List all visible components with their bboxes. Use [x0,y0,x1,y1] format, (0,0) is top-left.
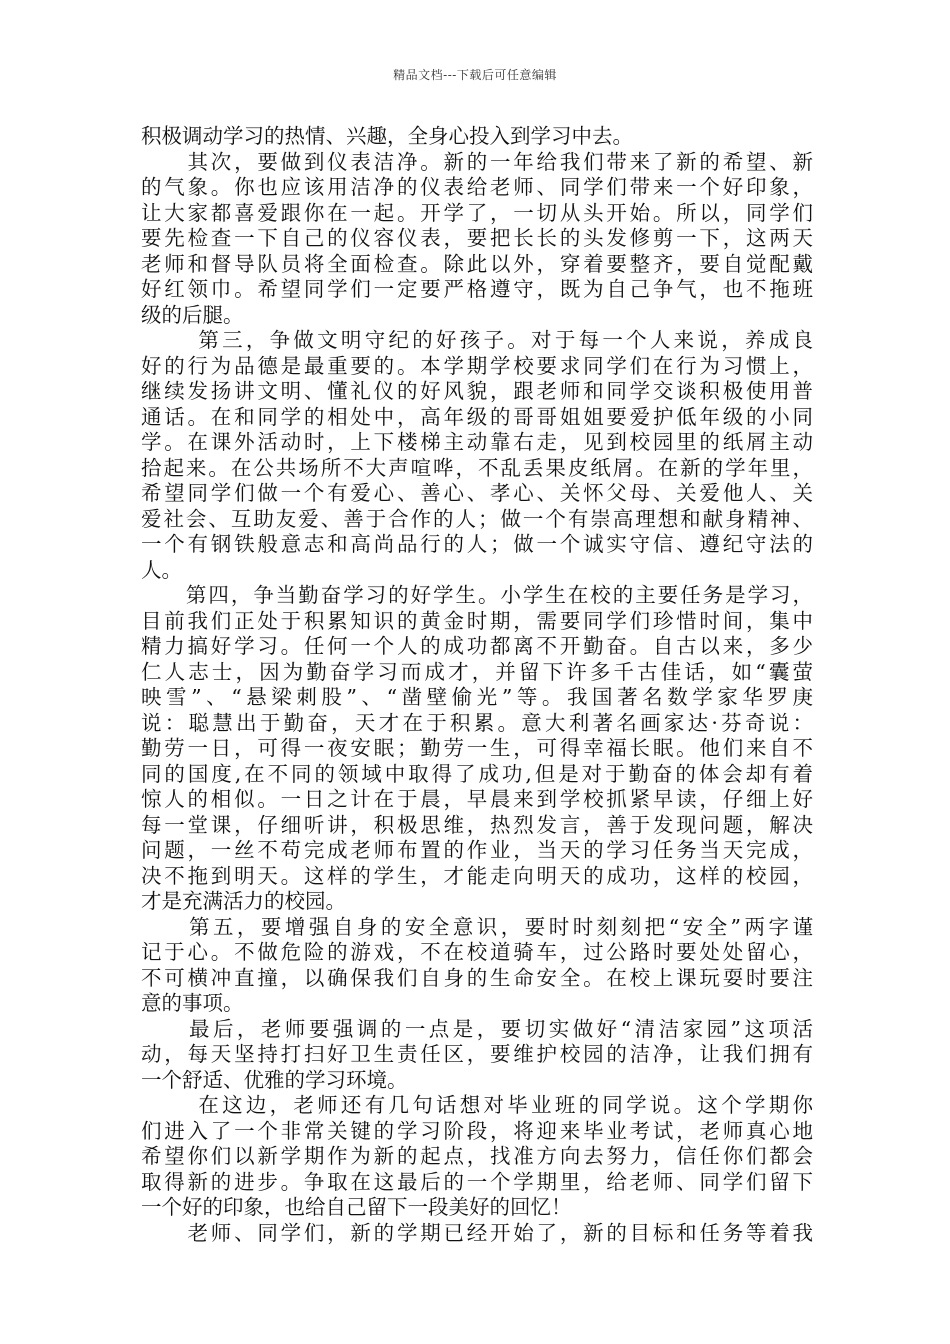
text-line: 人。 [141,557,182,582]
text-line: 其次，要做到仪表洁净。新的一年给我们带来了新的希望、新 [141,149,813,174]
text-line: 才是充满活力的校园。 [141,889,346,913]
text-line: 一个好的印象，也给自己留下一段美好的回忆！ [141,1195,572,1219]
text-line: 惊人的相似。一日之计在于晨，早晨来到学校抓紧早读，仔细上好 [141,787,813,811]
text-line: 第五，要增强自身的安全意识，要时时刻刻把“安全”两字谨 [141,914,813,939]
text-line: 好的行为品德是最重要的。本学期学校要求同学们在行为习惯上， [141,353,813,378]
text-line: 说：聪慧出于勤奋，天才在于积累。意大利著名画家达·芬奇说： [141,710,813,735]
text-line: 每一堂课，仔细听讲，积极思维，热烈发言，善于发现问题，解决 [141,812,813,837]
text-line: 学。在课外活动时，上下楼梯主动靠右走，见到校园里的纸屑主动 [141,430,813,454]
text-line: 目前我们正处于积累知识的黄金时期，需要同学们珍惜时间，集中 [141,608,813,633]
text-line: 勤劳一日，可得一夜安眠；勤劳一生，可得幸福长眠。他们来自不 [141,736,813,760]
text-line: 记于心。不做危险的游戏，不在校道骑车，过公路时要处处留心， [141,940,813,964]
text-line: 积极调动学习的热情、兴趣，全身心投入到学习中去。 [141,124,633,148]
text-line: 第三，争做文明守纪的好孩子。对于每一个人来说，养成良 [141,328,813,352]
text-line: 继续发扬讲文明、懂礼仪的好风貌，跟老师和同学交谈积极使用普 [141,379,813,403]
page-header: 精品文档---下载后可任意编辑 [393,68,557,82]
text-line: 好红领巾。希望同学们一定要严格遵守，既为自己争气，也不拖班 [141,277,813,301]
text-line: 爱社会、互助友爱、善于合作的人；做一个有崇高理想和献身精神、 [141,506,813,531]
text-line: 同的国度,在不同的领域中取得了成功,但是对于勤奋的体会却有着 [141,761,813,786]
text-line: 仁人志士，因为勤奋学习而成才，并留下许多千古佳话，如“囊萤 [141,659,813,684]
text-line: 问题，一丝不苟完成老师布置的作业，当天的学习任务当天完成， [141,838,813,862]
text-line: 老师、同学们，新的学期已经开始了，新的目标和任务等着我 [141,1220,813,1245]
text-line: 让大家都喜爱跟你在一起。开学了，一切从头开始。所以，同学们 [141,200,813,225]
text-line: 在这边，老师还有几句话想对毕业班的同学说。这个学期你 [141,1093,813,1117]
text-line: 不可横冲直撞，以确保我们自身的生命安全。在校上课玩耍时要注 [141,965,813,990]
text-line: 决不拖到明天。这样的学生，才能走向明天的成功，这样的校园， [141,863,813,888]
text-line: 映雪”、“悬梁刺股”、“凿壁偷光”等。我国著名数学家华罗庚 [141,685,813,709]
text-line: 动，每天坚持打扫好卫生责任区，要维护校园的洁净，让我们拥有 [141,1042,813,1066]
text-line: 老师和督导队员将全面检查。除此以外，穿着要整齐，要自觉配戴 [141,251,813,276]
text-line: 们进入了一个非常关键的学习阶段，将迎来毕业考试，老师真心地 [141,1118,813,1143]
text-line: 级的后腿。 [141,302,244,327]
text-line: 取得新的进步。争取在这最后的一个学期里，给老师、同学们留下 [141,1169,813,1194]
text-line: 意的事项。 [141,991,244,1015]
text-line: 拾起来。在公共场所不大声喧哗，不乱丢果皮纸屑。在新的学年里， [141,455,813,480]
text-line: 希望同学们做一个有爱心、善心、孝心、关怀父母、关爱他人、关 [141,481,813,505]
text-line: 第四，争当勤奋学习的好学生。小学生在校的主要任务是学习， [141,583,813,607]
text-line: 一个有钢铁般意志和高尚品行的人；做一个诚实守信、遵纪守法的 [141,532,813,556]
text-line: 要先检查一下自己的仪容仪表，要把长长的头发修剪一下，这两天 [141,226,813,250]
text-line: 最后，老师要强调的一点是，要切实做好“清洁家园”这项活 [141,1016,813,1041]
text-line: 一个舒适、优雅的学习环境。 [141,1067,408,1092]
document-body [141,124,813,1246]
text-line: 通话。在和同学的相处中，高年级的哥哥姐姐要爱护低年级的小同 [141,404,813,429]
text-line: 精力搞好学习。任何一个人的成功都离不开勤奋。自古以来，多少 [141,634,813,658]
text-line: 希望你们以新学期作为新的起点，找准方向去努力，信任你们都会 [141,1144,813,1168]
text-line: 的气象。你也应该用洁净的仪表给老师、同学们带来一个好印象， [141,175,813,199]
